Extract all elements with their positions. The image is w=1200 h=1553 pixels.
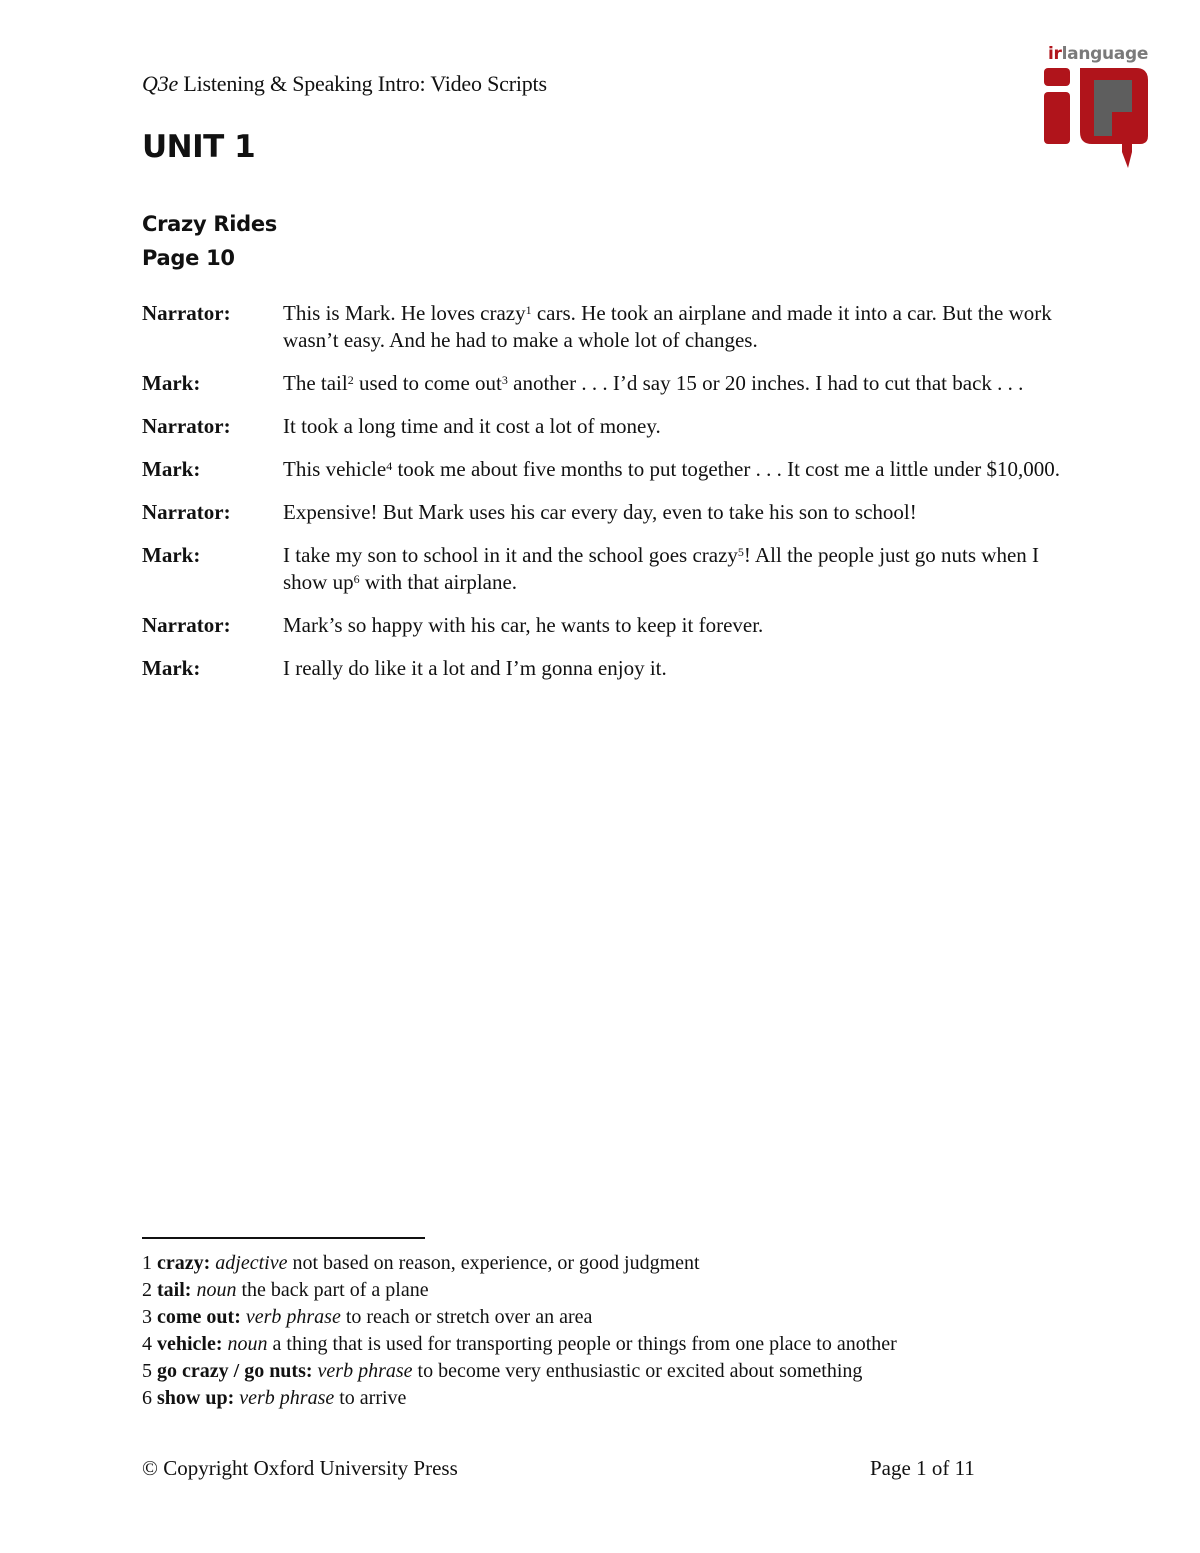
speech-text	[283, 542, 1062, 596]
copyright-notice: © Copyright Oxford University Press	[142, 1456, 458, 1480]
footnote-marker: 3	[501, 373, 508, 387]
footnote-definition: a thing that is used for transporting people or things from one place to another	[272, 1333, 897, 1355]
section-title: Crazy Rides	[142, 212, 278, 236]
speech-fragment: another . . . I’d say 15 or 20 inches. I had to cut that back . . .	[507, 371, 1024, 395]
speech-text	[283, 456, 1062, 483]
footnote-item	[142, 1250, 1062, 1277]
speaker-label: Mark:	[142, 371, 201, 395]
footnote-number: 1	[142, 1252, 152, 1274]
footnote-number: 6	[142, 1387, 152, 1409]
header-title: Listening & Speaking Intro: Video Scripts	[183, 71, 547, 96]
speech-fragment: Mark’s so happy with his car, he wants to keep it forever.	[283, 613, 764, 637]
irlanguage-logo	[1040, 44, 1152, 174]
speech-fragment: I take my son to school in it and the school goes crazy	[283, 543, 738, 567]
speech-text	[283, 612, 1062, 639]
footnote-part-of-speech: adjective	[215, 1252, 288, 1274]
footnote-definition: to become very enthusiastic or excited about something	[417, 1360, 863, 1382]
speech-text	[283, 413, 1062, 440]
video-script	[142, 300, 1062, 698]
series-name: Q3e	[142, 71, 179, 96]
speech-fragment: This vehicle	[283, 457, 387, 481]
speech-fragment: This is Mark. He loves crazy	[283, 301, 526, 325]
speech-fragment: I really do like it a lot and I’m gonna enjoy it.	[283, 656, 667, 680]
script-line	[142, 499, 1062, 526]
script-line	[142, 370, 1062, 397]
speech-fragment: Expensive! But Mark uses his car every day, even to take his son to school!	[283, 500, 917, 524]
script-line	[142, 413, 1062, 440]
footnote-marker: 6	[353, 572, 360, 586]
footnote-marker: 5	[737, 545, 744, 559]
speaker-label: Narrator:	[142, 613, 231, 637]
footnote-definition: to arrive	[339, 1387, 407, 1409]
footnote-item	[142, 1385, 1062, 1412]
iq-logo-icon	[1040, 66, 1152, 174]
footnote-number: 5	[142, 1360, 152, 1382]
footnote-term: come out:	[157, 1306, 241, 1328]
speech-fragment: used to come out	[353, 371, 502, 395]
speech-fragment: took me about five months to put together . . . It cost me a little under $10,000.	[392, 457, 1061, 481]
footnote-term: tail:	[157, 1279, 192, 1301]
speech-fragment: with that airplane.	[359, 570, 518, 594]
speaker-label: Mark:	[142, 656, 201, 680]
footnote-definition: not based on reason, experience, or good judgment	[292, 1252, 700, 1274]
page-reference: Page 10	[142, 246, 235, 270]
speaker-label: Mark:	[142, 543, 201, 567]
footnote-definition: the back part of a plane	[241, 1279, 429, 1301]
footnote-part-of-speech: noun	[196, 1279, 237, 1301]
footnote-part-of-speech: verb phrase	[239, 1387, 335, 1409]
page-number: Page 1 of 11	[870, 1456, 975, 1480]
footnote-number: 4	[142, 1333, 152, 1355]
footnote-term: go crazy / go nuts:	[157, 1360, 313, 1382]
footnote-number: 2	[142, 1279, 152, 1301]
speech-fragment: cars. He took an airplane and made it into a car. But the work wasn’t easy. And he had to make a whole lot of changes.	[283, 301, 1052, 352]
speaker-label: Mark:	[142, 457, 201, 481]
speech-fragment: It took a long time and it cost a lot of money.	[283, 414, 661, 438]
speech-text	[283, 499, 1062, 526]
footnote-number: 3	[142, 1306, 152, 1328]
script-line	[142, 456, 1062, 483]
footnote-marker: 4	[386, 459, 393, 473]
footnote-item	[142, 1331, 1062, 1358]
footnote-marker: 2	[347, 373, 354, 387]
logo-wordmark: irlanguage	[1048, 44, 1149, 64]
speaker-label: Narrator:	[142, 500, 231, 524]
footnote-marker: 1	[525, 303, 532, 317]
footnote-item	[142, 1358, 1062, 1385]
footnote-term: vehicle:	[157, 1333, 223, 1355]
speech-text	[283, 370, 1062, 397]
footnote-item	[142, 1277, 1062, 1304]
footnote-part-of-speech: verb phrase	[245, 1306, 341, 1328]
footnote-part-of-speech: noun	[227, 1333, 268, 1355]
script-line	[142, 542, 1062, 596]
speech-text	[283, 655, 1062, 682]
footnote-term: show up:	[157, 1387, 235, 1409]
footnotes	[142, 1250, 1062, 1412]
script-line	[142, 655, 1062, 682]
script-line	[142, 612, 1062, 639]
footnote-separator	[142, 1237, 425, 1239]
speech-text	[283, 300, 1062, 354]
speaker-label: Narrator:	[142, 301, 231, 325]
speech-fragment: The tail	[283, 371, 348, 395]
footnote-part-of-speech: verb phrase	[317, 1360, 413, 1382]
speech-fragment: ! All the people just go nuts when I show up	[283, 543, 1040, 594]
footnote-term: crazy:	[157, 1252, 211, 1274]
footnote-definition: to reach or stretch over an area	[345, 1306, 593, 1328]
document-header	[142, 71, 547, 97]
footnote-item	[142, 1304, 1062, 1331]
script-line	[142, 300, 1062, 354]
unit-heading: UNIT 1	[142, 129, 256, 165]
speaker-label: Narrator:	[142, 414, 231, 438]
